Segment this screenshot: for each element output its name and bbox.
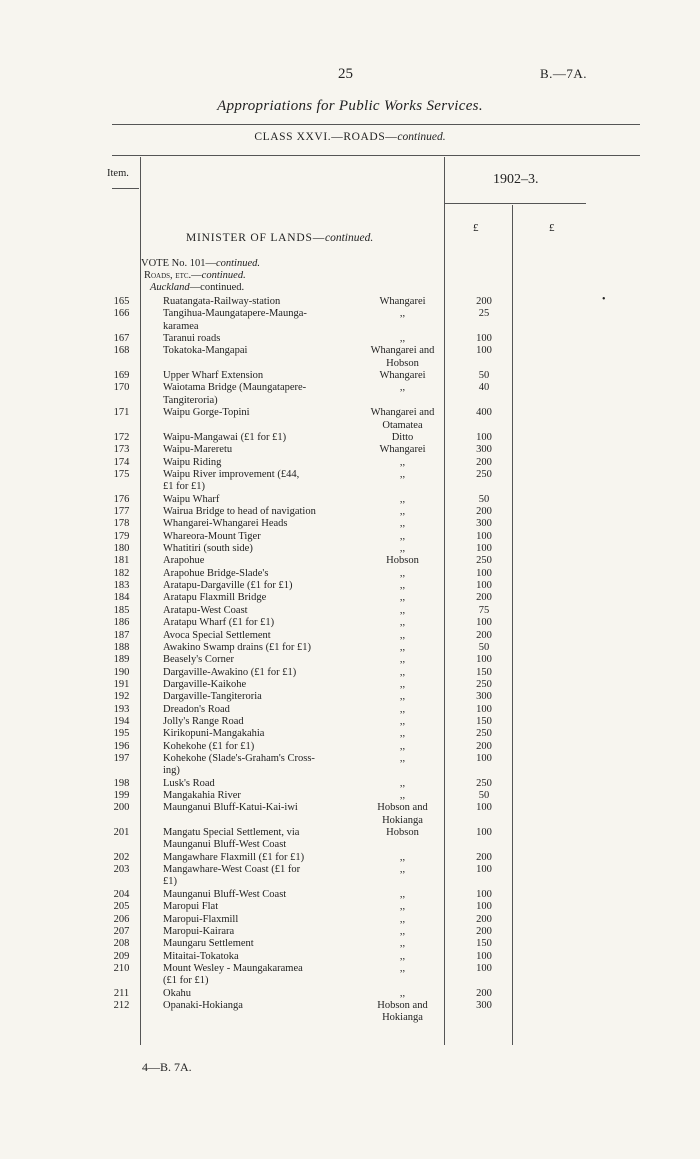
item-number: 195 [113,728,130,740]
electorate: ,, [399,753,406,764]
table-row [0,345,700,357]
table-row [0,802,700,814]
table-row [0,654,700,666]
road-description: Maungaru Settlement [163,938,254,950]
electorate: Ditto [391,431,414,443]
item-number: 197 [113,753,130,764]
item-number: 168 [113,345,130,357]
amount: 100 [476,888,492,900]
road-description: Aratapu-West Coast [163,604,248,616]
table-row [0,741,700,753]
item-number: 196 [113,740,130,752]
table-row [0,580,700,592]
amount: 100 [476,567,492,579]
electorate: ,, [399,530,406,542]
electorate: ,, [399,851,406,863]
road-description: karamea [163,320,199,332]
item-number: 179 [113,530,130,542]
item-number: 169 [113,370,130,382]
item-column-header: Item. [107,168,129,179]
road-description: Dargaville-Awakino (£1 for £1) [163,666,297,678]
amount: 50 [478,641,490,653]
amount: 100 [476,333,492,345]
item-number: 199 [113,790,130,801]
electorate: ,, [399,938,406,950]
electorate: ,, [399,925,406,937]
electorate: ,, [399,703,406,715]
road-description: Waipu Gorge-Topini [163,407,250,419]
electorate: Whangarei and [370,407,435,419]
electorate: Whangarei and [370,345,435,357]
amount: 100 [476,962,492,974]
item-number: 189 [113,654,130,666]
road-description: Maunganui Bluff-Katui-Kai-iwi [163,802,298,814]
amount: 150 [476,938,492,950]
table-row [0,815,700,827]
item-number: 188 [113,641,130,653]
amount: 100 [476,950,492,962]
road-description: Maropui Flat [163,901,219,913]
electorate: ,, [399,950,406,962]
amount: 250 [476,468,492,480]
road-description: Mangawhare-West Coast (£1 for [163,864,301,876]
road-description: Avoca Special Settlement [163,629,271,641]
electorate: ,, [399,790,406,801]
item-number: 203 [113,864,130,876]
item-number: 207 [113,925,130,937]
table-row [0,382,700,394]
electorate: Hokianga [382,814,423,826]
amount: 200 [476,629,492,641]
item-number: 208 [113,938,130,950]
item-number: 172 [113,431,130,443]
item-number: 181 [113,555,130,567]
table-row [0,444,700,456]
amount: 200 [476,925,492,937]
road-description: Whareora-Mount Tiger [163,530,261,542]
amount: 100 [476,431,492,443]
amount: 250 [476,555,492,567]
table-row [0,370,700,382]
road-description: Mangawhare Flaxmill (£1 for £1) [163,851,305,863]
road-description: Taranui roads [163,333,221,345]
electorate: ,, [399,580,406,591]
amount: 100 [476,543,492,554]
amount: 50 [478,790,490,801]
printer-signature: 4—B. 7A. [142,1060,192,1074]
table-row [0,555,700,567]
electorate: ,, [399,617,406,629]
table-row [0,506,700,518]
table-row [0,839,700,851]
table-row [0,333,700,345]
item-number: 211 [113,987,130,999]
item-number: 166 [113,308,130,320]
road-description: Tangihua-Maungatapere-Maunga- [163,308,307,320]
table-row [0,308,700,320]
road-description: (£1 for £1) [163,975,209,987]
item-number: 192 [113,691,130,703]
stray-dot: • [602,294,606,305]
electorate: ,, [399,641,406,653]
road-description: Waipu Wharf [163,493,220,505]
road-description: Beasely's Corner [163,654,234,666]
road-description: Waiotama Bridge (Maungatapere- [163,382,307,394]
road-description: Aratapu Flaxmill Bridge [163,592,267,604]
table-row [0,642,700,654]
table-row [0,988,700,1000]
road-description: £1 for £1) [163,481,205,493]
road-description: Mitaitai-Tokatoka [163,950,239,962]
item-number: 183 [113,580,130,591]
table-row [0,753,700,765]
table-row [0,889,700,901]
road-description: Maunganui Bluff-West Coast [163,839,287,851]
table-row [0,1000,700,1012]
table-row [0,568,700,580]
electorate: ,, [399,864,406,876]
amount: 150 [476,715,492,727]
item-number: 175 [113,468,130,480]
road-description: Kohekohe (£1 for £1) [163,740,255,752]
electorate: ,, [399,666,406,678]
table-row [0,975,700,987]
item-number: 202 [113,851,130,863]
amount: 100 [476,580,492,591]
road-description: Kohekohe (Slade's-Graham's Cross- [163,753,315,764]
item-number: 194 [113,715,130,727]
road-description: Waipu-Mareretu [163,444,233,456]
amount: 200 [476,740,492,752]
electorate: ,, [399,678,406,690]
amount: 250 [476,678,492,690]
electorate: Hobson and [377,802,428,814]
table-row [0,704,700,716]
item-number: 205 [113,901,130,913]
amount: 200 [476,456,492,468]
item-number: 193 [113,703,130,715]
table-row [0,420,700,432]
road-description: ing) [163,765,180,777]
amount: 300 [476,691,492,703]
amount: 100 [476,345,492,357]
item-number: 184 [113,592,130,604]
table-row [0,876,700,888]
road-description: Dreadon's Road [163,703,230,715]
road-description: Maropui-Flaxmill [163,913,239,925]
page-number: 25 [338,66,353,82]
amount: 50 [478,493,490,505]
electorate: Whangarei [379,370,426,382]
item-number: 177 [113,505,130,517]
amount: 100 [476,654,492,666]
item-number: 200 [113,802,130,814]
class-title: CLASS XXVI.—ROADS—continued. [254,131,446,143]
table-row [0,395,700,407]
pound-sign-1: £ [473,222,479,234]
year-column-header: 1902–3. [493,172,539,187]
table-row [0,938,700,950]
item-number: 174 [113,456,130,468]
table-row [0,728,700,740]
electorate: Whangarei [379,444,426,456]
item-number: 198 [113,777,130,789]
table-row [0,951,700,963]
amount: 75 [478,604,490,616]
road-description: Jolly's Range Road [163,715,244,727]
table-row [0,667,700,679]
region-heading: Auckland—continued. [150,282,245,293]
electorate: ,, [399,333,406,345]
electorate: Otamatea [382,419,423,431]
table-row [0,914,700,926]
electorate: ,, [399,654,406,666]
item-number: 206 [113,913,130,925]
road-description: Mangatu Special Settlement, via [163,827,300,838]
electorate: Hobson [386,827,419,838]
year-header-rule [444,203,586,204]
table-row [0,926,700,938]
electorate: ,, [399,715,406,727]
header-rule-top [112,155,640,156]
item-number: 182 [113,567,130,579]
table-row [0,296,700,308]
road-description: Maropui-Kairara [163,925,235,937]
table-row [0,457,700,469]
road-description: Aratapu Wharf (£1 for £1) [163,617,275,629]
pound-sign-2: £ [549,222,555,234]
item-number: 210 [113,962,130,974]
document-reference: B.—7A. [540,66,588,81]
table-row [0,605,700,617]
road-description: Arapohue Bridge-Slade's [163,567,269,579]
electorate: Hobson and [377,999,428,1011]
table-row [0,407,700,419]
table-row [0,963,700,975]
item-number: 167 [113,333,130,345]
item-number: 180 [113,543,130,554]
item-number: 185 [113,604,130,616]
electorate: ,, [399,987,406,999]
title-rule [112,124,640,125]
item-number: 209 [113,950,130,962]
table-row [0,630,700,642]
item-number: 178 [113,518,130,530]
amount: 25 [478,308,490,320]
electorate: ,, [399,505,406,517]
item-number: 165 [113,296,130,307]
table-row [0,531,700,543]
item-number: 201 [113,827,130,838]
electorate: ,, [399,901,406,913]
amount: 100 [476,864,492,876]
road-description: Waipu River improvement (£44, [163,468,300,480]
amount: 400 [476,407,492,419]
electorate: ,, [399,518,406,530]
item-number: 186 [113,617,130,629]
amount: 200 [476,851,492,863]
amount: 100 [476,617,492,629]
electorate: ,, [399,567,406,579]
item-number: 190 [113,666,130,678]
road-description: Opanaki-Hokianga [163,999,243,1011]
table-row [0,901,700,913]
table-row [0,790,700,802]
amount: 50 [478,370,490,382]
electorate: ,, [399,962,406,974]
amount: 200 [476,505,492,517]
table-row [0,543,700,555]
road-description: £1) [163,876,177,888]
item-number: 204 [113,888,130,900]
amount: 200 [476,592,492,604]
electorate: ,, [399,888,406,900]
minister-heading: MINISTER OF LANDS—continued. [186,232,374,244]
amount: 300 [476,999,492,1011]
electorate: ,, [399,604,406,616]
table-row [0,432,700,444]
table-row [0,691,700,703]
amount: 100 [476,827,492,838]
electorate: ,, [399,493,406,505]
road-description: Ruatangata-Railway-station [163,296,281,307]
road-description: Awakino Swamp drains (£1 for £1) [163,641,312,653]
electorate: ,, [399,740,406,752]
electorate: ,, [399,468,406,480]
item-number: 171 [113,407,130,419]
electorate: ,, [399,543,406,554]
amount: 300 [476,518,492,530]
item-number: 187 [113,629,130,641]
road-description: Upper Wharf Extension [163,370,264,382]
road-description: Arapohue [163,555,205,567]
electorate: ,, [399,691,406,703]
electorate: Hokianga [382,1012,423,1024]
table-row [0,716,700,728]
page-title: Appropriations for Public Works Services. [217,98,483,114]
table-row [0,864,700,876]
road-description: Mount Wesley - Maungakaramea [163,962,303,974]
electorate: Hobson [386,555,419,567]
table-row [0,827,700,839]
roads-heading: Roads, etc.—continued. [144,270,246,281]
electorate: ,, [399,777,406,789]
electorate: ,, [399,382,406,394]
amount: 250 [476,777,492,789]
road-description: Lusk's Road [163,777,215,789]
amount: 200 [476,987,492,999]
electorate: ,, [399,629,406,641]
electorate: ,, [399,913,406,925]
amount: 200 [476,913,492,925]
road-description: Tangiteroria) [163,394,218,406]
amount: 200 [476,296,492,307]
item-number: 191 [113,678,130,690]
road-description: Whatitiri (south side) [163,543,253,554]
item-header-rule [112,188,139,189]
table-row [0,617,700,629]
item-number: 176 [113,493,130,505]
table-row [0,1012,700,1024]
road-description: Dargaville-Tangiteroria [163,691,262,703]
amount: 300 [476,444,492,456]
table-row [0,518,700,530]
electorate: Hobson [386,357,419,369]
amount: 40 [478,382,490,394]
item-number: 170 [113,382,130,394]
amount: 100 [476,901,492,913]
electorate: ,, [399,592,406,604]
table-row [0,321,700,333]
table-row [0,852,700,864]
amount: 100 [476,802,492,814]
road-description: Dargaville-Kaikohe [163,678,247,690]
road-description: Waipu-Mangawai (£1 for £1) [163,431,287,443]
amount: 100 [476,753,492,764]
amount: 100 [476,530,492,542]
table-row [0,765,700,777]
amount: 250 [476,728,492,740]
road-description: Whangarei-Whangarei Heads [163,518,288,530]
road-description: Maunganui Bluff-West Coast [163,888,287,900]
electorate: ,, [399,456,406,468]
table-row [0,778,700,790]
amount: 150 [476,666,492,678]
table-row [0,679,700,691]
amount: 100 [476,703,492,715]
table-row [0,494,700,506]
electorate: ,, [399,728,406,740]
item-number: 173 [113,444,130,456]
road-description: Kirikopuni-Mangakahia [163,728,265,740]
road-description: Mangakahia River [163,790,241,801]
electorate: ,, [399,308,406,320]
road-description: Aratapu-Dargaville (£1 for £1) [163,580,293,591]
road-description: Wairua Bridge to head of navigation [163,505,316,517]
table-row [0,469,700,481]
table-row [0,592,700,604]
vote-heading: VOTE No. 101—continued. [141,258,260,269]
electorate: Whangarei [379,296,426,307]
table-row [0,358,700,370]
road-description: Waipu Riding [163,456,222,468]
road-description: Okahu [163,987,191,999]
table-row [0,481,700,493]
road-description: Tokatoka-Mangapai [163,345,248,357]
item-number: 212 [113,999,130,1011]
